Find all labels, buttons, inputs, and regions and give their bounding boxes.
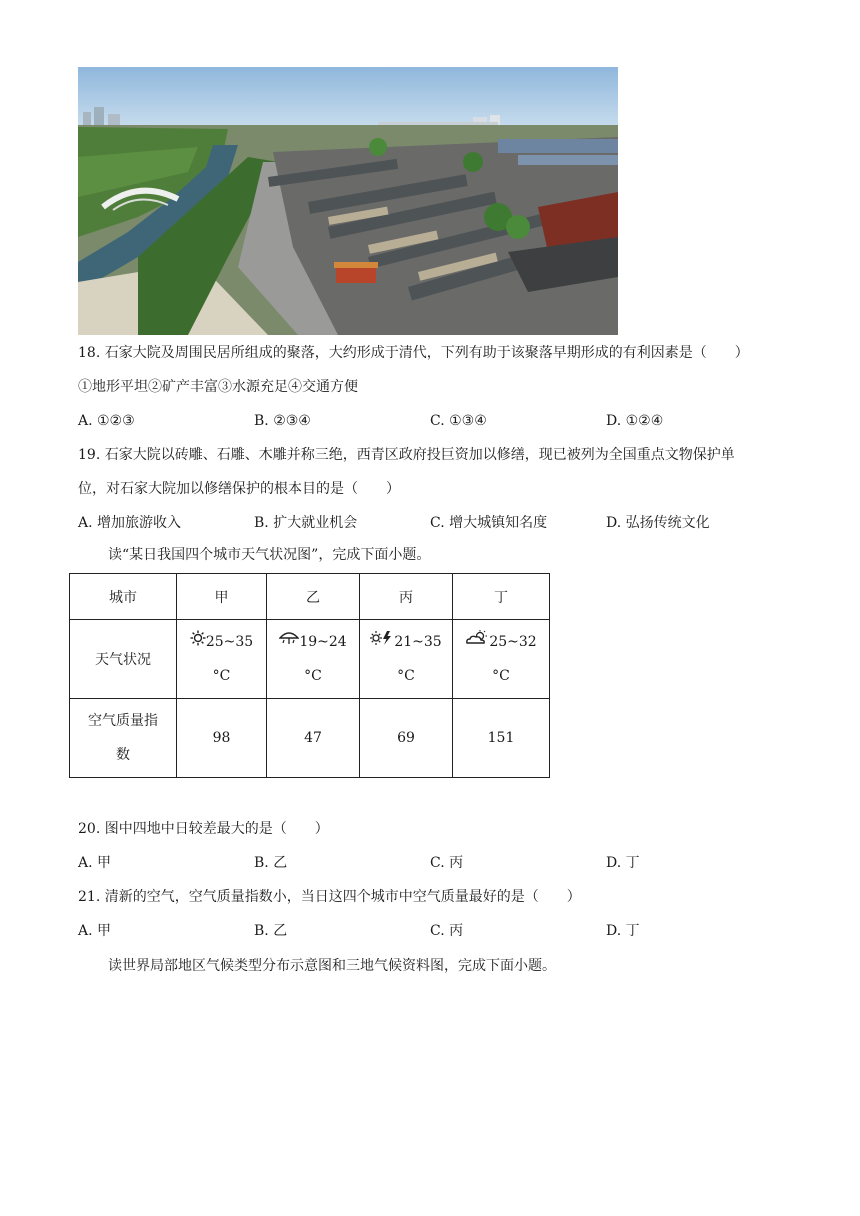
rain-umbrella-icon xyxy=(279,625,299,659)
header-bing: 丙 xyxy=(360,574,453,620)
q20-option-a: A. 甲 xyxy=(78,855,112,871)
row-label-aqi-line2: 数 xyxy=(116,747,130,763)
q20-option-d: D. 丁 xyxy=(606,855,640,871)
q18-option-d: D. ①②④ xyxy=(606,413,664,429)
aqi-ding: 151 xyxy=(453,699,550,778)
sun-thunder-icon xyxy=(370,625,394,659)
weather-table xyxy=(69,573,550,778)
header-city: 城市 xyxy=(70,574,177,620)
row-label-aqi-line1: 空气质量指 xyxy=(88,713,158,729)
q21-option-c: C. 丙 xyxy=(430,923,464,939)
weather-cell-yi xyxy=(267,620,360,699)
q18-option-b: B. ②③④ xyxy=(254,413,311,429)
weather-cell-jia xyxy=(177,620,267,699)
weather-intro: 读“某日我国四个城市天气状况图”，完成下面小题。 xyxy=(108,547,431,563)
q21-option-a: A. 甲 xyxy=(78,923,112,939)
q18-option-c: C. ①③④ xyxy=(430,413,487,429)
climate-intro: 读世界局部地区气候类型分布示意图和三地气候资料图，完成下面小题。 xyxy=(108,958,556,974)
header-yi: 乙 xyxy=(267,574,360,620)
temp-unit-yi: °C xyxy=(304,668,322,684)
temp-range-ding: 25~32 xyxy=(489,634,537,650)
question-18-factors: ①地形平坦②矿产丰富③水源充足④交通方便 xyxy=(78,379,358,395)
question-21-stem: 21. 清新的空气，空气质量指数小，当日这四个城市中空气质量最好的是（ ） xyxy=(78,889,581,905)
q18-option-a: A. ①②③ xyxy=(78,413,135,429)
temp-range-jia: 25~35 xyxy=(205,634,254,650)
temp-unit-jia: °C xyxy=(212,668,231,684)
row-label-weather: 天气状况 xyxy=(70,620,177,699)
row-label-aqi xyxy=(70,699,177,778)
aqi-bing: 69 xyxy=(360,699,453,778)
question-18-stem: 18. 石家大院及周围民居所组成的聚落，大约形成于清代，下列有助于该聚落早期形成的有利因素是（ ） xyxy=(78,345,749,361)
question-19-stem-line1: 19. 石家大院以砖雕、石雕、木雕并称三绝，西青区政府投巨资加以修缮，现已被列为全国重点文物保护单 xyxy=(78,447,735,463)
header-jia: 甲 xyxy=(177,574,267,620)
aqi-yi: 47 xyxy=(267,699,360,778)
sunny-icon xyxy=(190,625,206,659)
aerial-photo-shijia-compound xyxy=(78,67,618,335)
weather-cell-bing xyxy=(360,620,453,699)
header-ding: 丁 xyxy=(453,574,550,620)
q19-option-a: A. 增加旅游收入 xyxy=(78,515,182,531)
q20-option-c: C. 丙 xyxy=(430,855,464,871)
temp-unit-bing: °C xyxy=(397,668,415,684)
q19-option-b: B. 扩大就业机会 xyxy=(254,515,358,531)
question-20-stem: 20. 图中四地中日较差最大的是（ ） xyxy=(78,821,329,837)
weather-cell-ding xyxy=(453,620,550,699)
q21-option-d: D. 丁 xyxy=(606,923,640,939)
q19-option-c: C. 增大城镇知名度 xyxy=(430,515,548,531)
cloud-sun-icon xyxy=(465,625,489,659)
temp-unit-ding: °C xyxy=(492,668,510,684)
q20-option-b: B. 乙 xyxy=(254,855,288,871)
q21-option-b: B. 乙 xyxy=(254,923,288,939)
question-19-stem-line2: 位，对石家大院加以修缮保护的根本目的是（ ） xyxy=(78,481,400,497)
temp-range-yi: 19~24 xyxy=(299,634,347,650)
temp-range-bing: 21~35 xyxy=(394,634,442,650)
q19-option-d: D. 弘扬传统文化 xyxy=(606,515,710,531)
aqi-jia: 98 xyxy=(177,699,267,778)
